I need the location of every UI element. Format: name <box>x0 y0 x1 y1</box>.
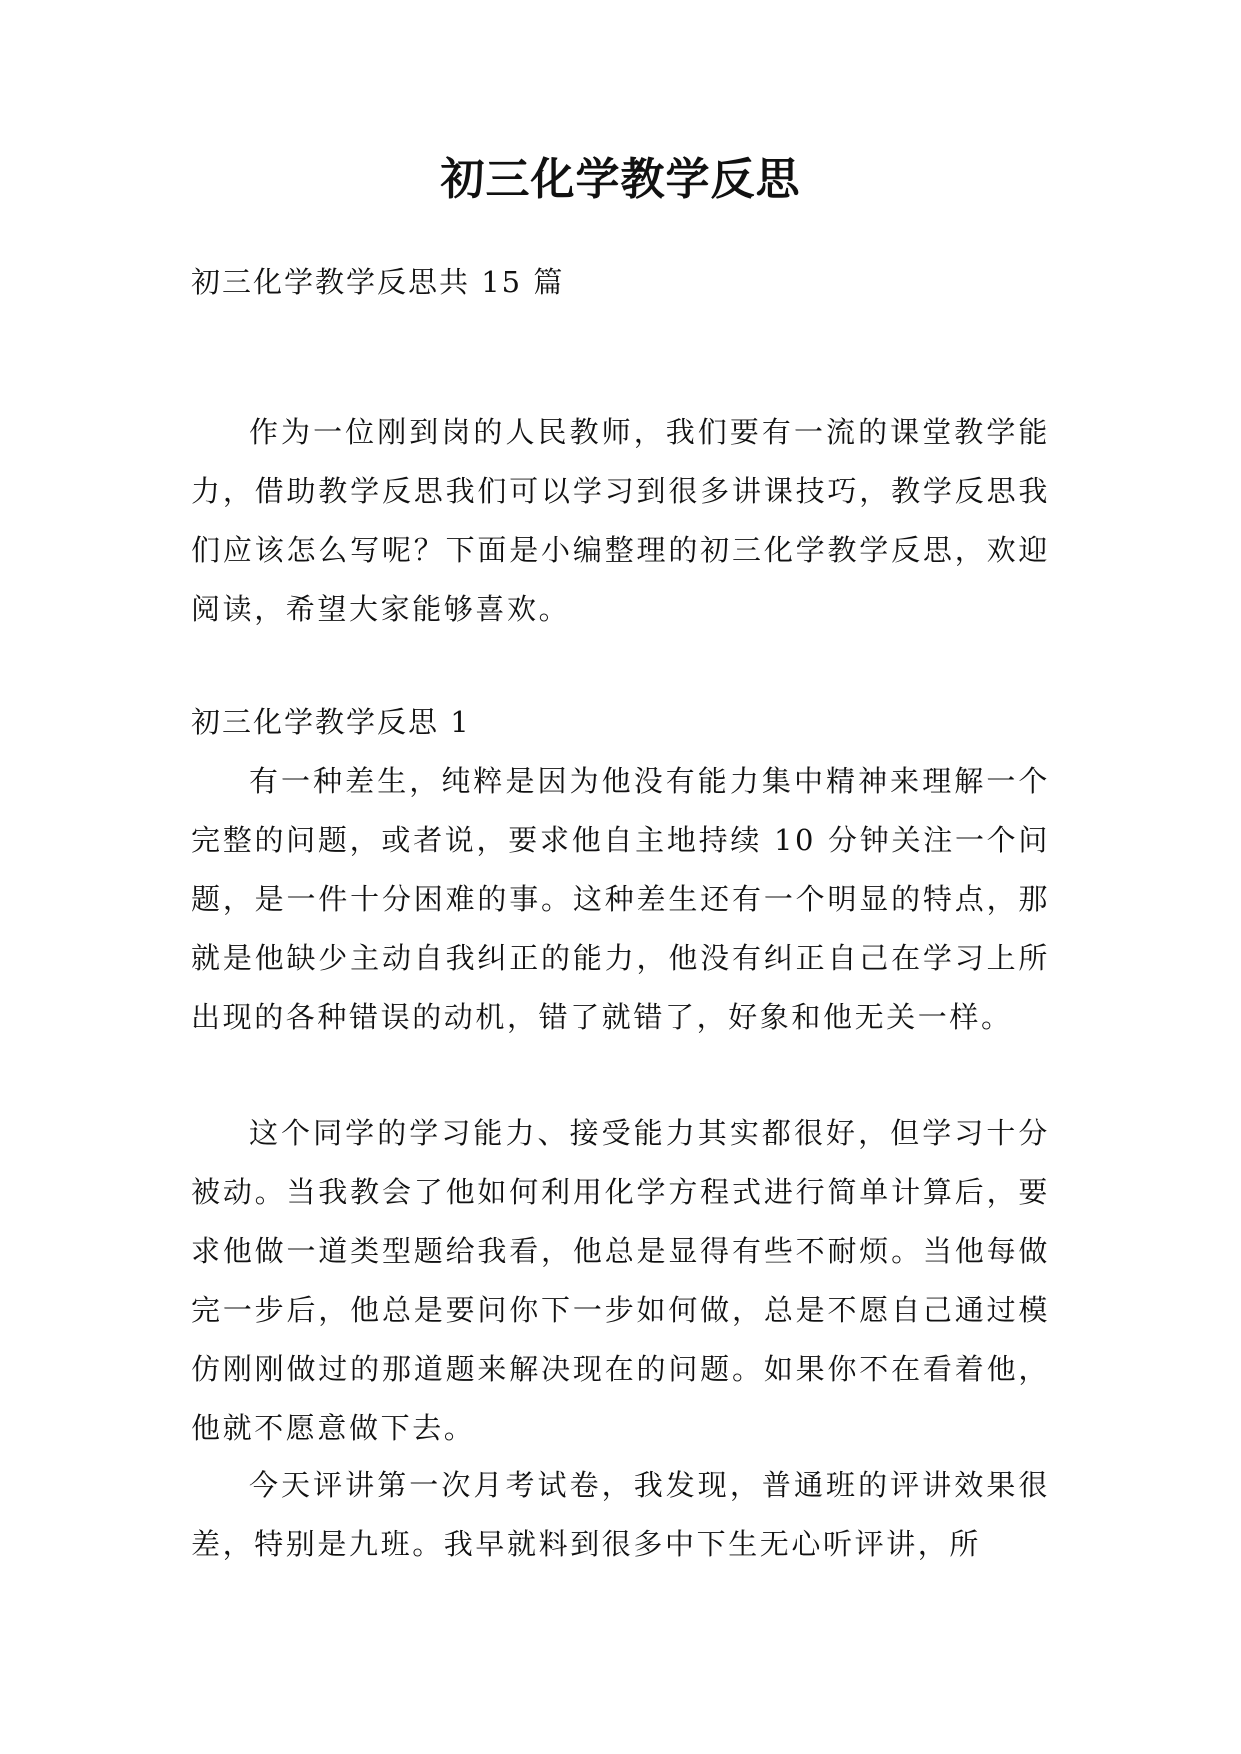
intro-paragraph: 作为一位刚到岗的人民教师，我们要有一流的课堂教学能力，借助教学反思我们可以学习到很多讲课技巧，教学反思我们应该怎么写呢？下面是小编整理的初三化学教学反思，欢迎阅读，希望大家能够喜欢。 <box>191 415 1050 626</box>
body-paragraph: 这个同学的学习能力、接受能力其实都很好，但学习十分被动。当我教会了他如何利用化学方程式进行简单计算后，要求他做一道类型题给我看，他总是显得有些不耐烦。当他每做完一步后，他总是要问你下一步如何做，总是不愿自己通过模仿刚刚做过的那道题来解决现在的问题。如果你不在看着他，他就不愿意做下去。 <box>191 1116 1050 1445</box>
body-paragraph: 今天评讲第一次月考试卷，我发现，普通班的评讲效果很差，特别是九班。我早就料到很多中下生无心听评讲，所 <box>191 1468 1050 1561</box>
document-subtitle: 初三化学教学反思共 15 篇 <box>191 265 565 299</box>
page-title: 初三化学教学反思 <box>440 154 801 205</box>
body-paragraph: 有一种差生，纯粹是因为他没有能力集中精神来理解一个完整的问题，或者说，要求他自主地持续 10 分钟关注一个问题，是一件十分困难的事。这种差生还有一个明显的特点，那就是他缺少主动自我纠正的能力，他没有纠正自己在学习上所出现的各种错误的动机，错了就错了，好象和他无关一样。 <box>191 764 1050 1034</box>
section-heading: 初三化学教学反思 1 <box>191 705 471 739</box>
